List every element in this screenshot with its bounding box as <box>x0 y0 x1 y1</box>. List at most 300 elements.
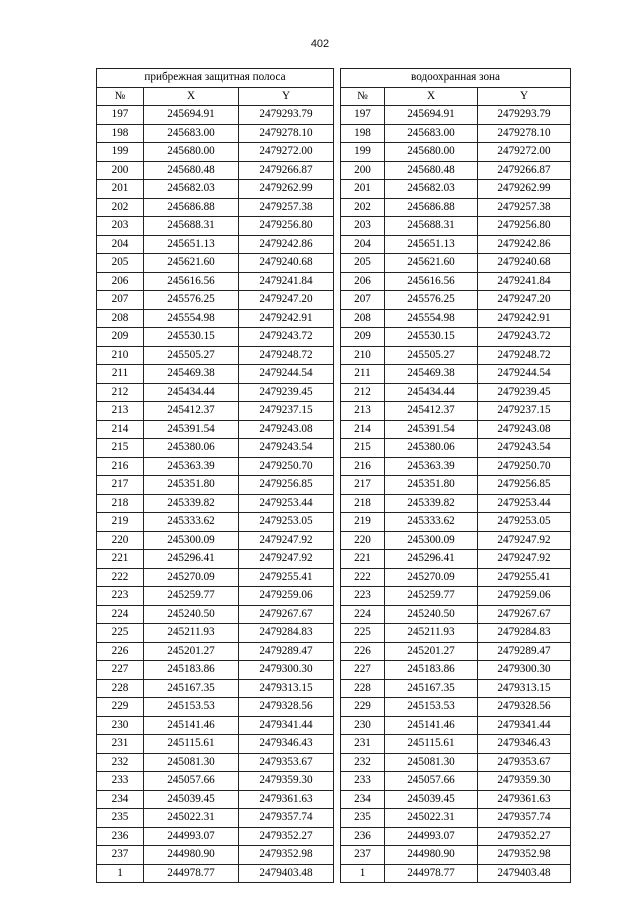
table-row <box>97 291 334 310</box>
point-number-cell: 226 <box>97 642 144 661</box>
point-number-cell: 218 <box>340 494 384 513</box>
table-row <box>97 161 334 180</box>
point-number-cell: 229 <box>97 698 144 717</box>
table-row <box>97 365 334 384</box>
x-cell: 245167.35 <box>144 679 239 698</box>
point-number-cell: 200 <box>340 161 384 180</box>
point-number-cell: 205 <box>340 254 384 273</box>
x-cell: 244978.77 <box>384 864 477 883</box>
point-number-cell: 197 <box>340 106 384 125</box>
table-row <box>97 457 334 476</box>
table-body <box>97 106 334 883</box>
x-cell: 245167.35 <box>384 679 477 698</box>
point-number-cell: 230 <box>340 716 384 735</box>
y-cell: 2479353.67 <box>239 753 334 772</box>
x-cell: 245153.53 <box>144 698 239 717</box>
point-number-cell: 234 <box>340 790 384 809</box>
table-row <box>97 346 334 365</box>
table-row <box>340 864 570 883</box>
table-row <box>97 864 334 883</box>
point-number-cell: 230 <box>97 716 144 735</box>
point-number-cell: 203 <box>340 217 384 236</box>
point-number-cell: 237 <box>97 846 144 865</box>
point-number-cell: 205 <box>97 254 144 273</box>
table-row <box>340 383 570 402</box>
table-row <box>97 439 334 458</box>
x-cell: 245141.46 <box>384 716 477 735</box>
y-cell: 2479240.68 <box>239 254 334 273</box>
table-row <box>340 716 570 735</box>
y-cell: 2479248.72 <box>477 346 570 365</box>
x-cell: 245115.61 <box>144 735 239 754</box>
table-row <box>340 550 570 569</box>
table-row <box>340 698 570 717</box>
table-row <box>97 309 334 328</box>
x-cell: 245351.80 <box>144 476 239 495</box>
x-cell: 245115.61 <box>384 735 477 754</box>
point-number-cell: 199 <box>340 143 384 162</box>
y-cell: 2479284.83 <box>239 624 334 643</box>
y-cell: 2479256.85 <box>239 476 334 495</box>
x-cell: 245039.45 <box>144 790 239 809</box>
point-number-cell: 1 <box>97 864 144 883</box>
table-row <box>97 679 334 698</box>
point-number-cell: 206 <box>97 272 144 291</box>
y-cell: 2479293.79 <box>477 106 570 125</box>
y-cell: 2479328.56 <box>477 698 570 717</box>
table-row <box>340 143 570 162</box>
table-row <box>97 661 334 680</box>
y-cell: 2479357.74 <box>239 809 334 828</box>
column-header-number: № <box>340 87 384 106</box>
y-cell: 2479244.54 <box>477 365 570 384</box>
x-cell: 245616.56 <box>384 272 477 291</box>
x-cell: 245259.77 <box>384 587 477 606</box>
x-cell: 245339.82 <box>384 494 477 513</box>
x-cell: 244978.77 <box>144 864 239 883</box>
y-cell: 2479353.67 <box>477 753 570 772</box>
x-cell: 245270.09 <box>144 568 239 587</box>
table-row <box>340 753 570 772</box>
table-row <box>97 180 334 199</box>
table-row <box>340 605 570 624</box>
x-cell: 245554.98 <box>384 309 477 328</box>
y-cell: 2479357.74 <box>477 809 570 828</box>
point-number-cell: 213 <box>97 402 144 421</box>
table-row <box>97 513 334 532</box>
y-cell: 2479257.38 <box>477 198 570 217</box>
table-row <box>340 346 570 365</box>
y-cell: 2479242.91 <box>239 309 334 328</box>
water-protection-zone-table <box>340 68 571 883</box>
x-cell: 245412.37 <box>144 402 239 421</box>
table-row <box>340 513 570 532</box>
y-cell: 2479241.84 <box>477 272 570 291</box>
table-row <box>97 772 334 791</box>
x-cell: 245530.15 <box>384 328 477 347</box>
y-cell: 2479255.41 <box>477 568 570 587</box>
table-row <box>97 272 334 291</box>
table-row <box>340 809 570 828</box>
x-cell: 245688.31 <box>384 217 477 236</box>
y-cell: 2479239.45 <box>239 383 334 402</box>
table-row <box>97 124 334 143</box>
point-number-cell: 225 <box>340 624 384 643</box>
point-number-cell: 201 <box>340 180 384 199</box>
x-cell: 245434.44 <box>384 383 477 402</box>
x-cell: 245686.88 <box>144 198 239 217</box>
y-cell: 2479243.54 <box>477 439 570 458</box>
table-row <box>97 642 334 661</box>
point-number-cell: 218 <box>97 494 144 513</box>
x-cell: 245391.54 <box>144 420 239 439</box>
table-row <box>97 143 334 162</box>
point-number-cell: 220 <box>97 531 144 550</box>
point-number-cell: 211 <box>97 365 144 384</box>
table-row <box>97 420 334 439</box>
y-cell: 2479253.44 <box>239 494 334 513</box>
y-cell: 2479243.54 <box>239 439 334 458</box>
x-cell: 245296.41 <box>144 550 239 569</box>
x-cell: 245183.86 <box>144 661 239 680</box>
point-number-cell: 217 <box>340 476 384 495</box>
y-cell: 2479247.92 <box>239 531 334 550</box>
y-cell: 2479359.30 <box>477 772 570 791</box>
point-number-cell: 214 <box>97 420 144 439</box>
table-row <box>340 735 570 754</box>
x-cell: 245682.03 <box>144 180 239 199</box>
table-row <box>97 753 334 772</box>
point-number-cell: 232 <box>340 753 384 772</box>
y-cell: 2479250.70 <box>477 457 570 476</box>
x-cell: 245505.27 <box>384 346 477 365</box>
x-cell: 245270.09 <box>384 568 477 587</box>
x-cell: 245505.27 <box>144 346 239 365</box>
table-row <box>340 679 570 698</box>
table-row <box>97 254 334 273</box>
y-cell: 2479257.38 <box>239 198 334 217</box>
y-cell: 2479239.45 <box>477 383 570 402</box>
table-row <box>97 328 334 347</box>
point-number-cell: 200 <box>97 161 144 180</box>
x-cell: 245333.62 <box>144 513 239 532</box>
table-row <box>97 790 334 809</box>
table-row <box>340 772 570 791</box>
table-row <box>340 568 570 587</box>
x-cell: 245391.54 <box>384 420 477 439</box>
x-cell: 244980.90 <box>144 846 239 865</box>
point-number-cell: 219 <box>97 513 144 532</box>
y-cell: 2479313.15 <box>477 679 570 698</box>
x-cell: 245616.56 <box>144 272 239 291</box>
x-cell: 245380.06 <box>384 439 477 458</box>
x-cell: 245434.44 <box>144 383 239 402</box>
point-number-cell: 198 <box>340 124 384 143</box>
table-row <box>340 124 570 143</box>
x-cell: 245183.86 <box>384 661 477 680</box>
table-row <box>97 605 334 624</box>
table-row <box>340 661 570 680</box>
point-number-cell: 204 <box>97 235 144 254</box>
x-cell: 245300.09 <box>384 531 477 550</box>
table-title: водоохранная зона <box>340 69 570 88</box>
table-row <box>97 494 334 513</box>
point-number-cell: 215 <box>97 439 144 458</box>
x-cell: 245683.00 <box>144 124 239 143</box>
point-number-cell: 202 <box>340 198 384 217</box>
point-number-cell: 201 <box>97 180 144 199</box>
x-cell: 245141.46 <box>144 716 239 735</box>
column-header-number: № <box>97 87 144 106</box>
x-cell: 245694.91 <box>144 106 239 125</box>
y-cell: 2479242.86 <box>239 235 334 254</box>
point-number-cell: 235 <box>340 809 384 828</box>
table-row <box>340 198 570 217</box>
point-number-cell: 219 <box>340 513 384 532</box>
y-cell: 2479293.79 <box>239 106 334 125</box>
x-cell: 245682.03 <box>384 180 477 199</box>
point-number-cell: 212 <box>97 383 144 402</box>
y-cell: 2479403.48 <box>239 864 334 883</box>
y-cell: 2479242.86 <box>477 235 570 254</box>
x-cell: 245576.25 <box>384 291 477 310</box>
point-number-cell: 216 <box>97 457 144 476</box>
point-number-cell: 202 <box>97 198 144 217</box>
table-row <box>97 476 334 495</box>
table-row <box>340 254 570 273</box>
x-cell: 244993.07 <box>384 827 477 846</box>
x-cell: 245259.77 <box>144 587 239 606</box>
point-number-cell: 225 <box>97 624 144 643</box>
table-row <box>97 846 334 865</box>
point-number-cell: 234 <box>97 790 144 809</box>
page-number: 402 <box>310 38 330 50</box>
y-cell: 2479352.27 <box>477 827 570 846</box>
y-cell: 2479266.87 <box>239 161 334 180</box>
point-number-cell: 197 <box>97 106 144 125</box>
table-title: прибрежная защитная полоса <box>97 69 334 88</box>
table-row <box>97 716 334 735</box>
point-number-cell: 227 <box>340 661 384 680</box>
point-number-cell: 221 <box>97 550 144 569</box>
table-row <box>97 827 334 846</box>
point-number-cell: 217 <box>97 476 144 495</box>
point-number-cell: 207 <box>97 291 144 310</box>
point-number-cell: 208 <box>97 309 144 328</box>
point-number-cell: 233 <box>340 772 384 791</box>
y-cell: 2479253.05 <box>477 513 570 532</box>
y-cell: 2479262.99 <box>239 180 334 199</box>
point-number-cell: 207 <box>340 291 384 310</box>
table-row <box>340 494 570 513</box>
point-number-cell: 204 <box>340 235 384 254</box>
point-number-cell: 231 <box>340 735 384 754</box>
y-cell: 2479300.30 <box>239 661 334 680</box>
y-cell: 2479272.00 <box>239 143 334 162</box>
y-cell: 2479242.91 <box>477 309 570 328</box>
point-number-cell: 223 <box>340 587 384 606</box>
point-number-cell: 235 <box>97 809 144 828</box>
point-number-cell: 227 <box>97 661 144 680</box>
point-number-cell: 226 <box>340 642 384 661</box>
point-number-cell: 203 <box>97 217 144 236</box>
y-cell: 2479259.06 <box>239 587 334 606</box>
x-cell: 245363.39 <box>384 457 477 476</box>
table-row <box>97 217 334 236</box>
y-cell: 2479266.87 <box>477 161 570 180</box>
y-cell: 2479361.63 <box>477 790 570 809</box>
y-cell: 2479237.15 <box>239 402 334 421</box>
y-cell: 2479300.30 <box>477 661 570 680</box>
point-number-cell: 198 <box>97 124 144 143</box>
x-cell: 245469.38 <box>384 365 477 384</box>
y-cell: 2479359.30 <box>239 772 334 791</box>
table-row <box>97 531 334 550</box>
table-row <box>340 642 570 661</box>
x-cell: 245469.38 <box>144 365 239 384</box>
y-cell: 2479253.05 <box>239 513 334 532</box>
table-row <box>97 809 334 828</box>
table-row <box>340 309 570 328</box>
y-cell: 2479272.00 <box>477 143 570 162</box>
y-cell: 2479341.44 <box>477 716 570 735</box>
x-cell: 245081.30 <box>144 753 239 772</box>
x-cell: 245380.06 <box>144 439 239 458</box>
y-cell: 2479352.98 <box>477 846 570 865</box>
x-cell: 245680.48 <box>384 161 477 180</box>
y-cell: 2479289.47 <box>477 642 570 661</box>
point-number-cell: 228 <box>340 679 384 698</box>
table-row <box>340 217 570 236</box>
point-number-cell: 236 <box>97 827 144 846</box>
x-cell: 245153.53 <box>384 698 477 717</box>
y-cell: 2479352.98 <box>239 846 334 865</box>
y-cell: 2479247.92 <box>477 531 570 550</box>
table-row <box>340 420 570 439</box>
point-number-cell: 231 <box>97 735 144 754</box>
x-cell: 245333.62 <box>384 513 477 532</box>
table-row <box>97 198 334 217</box>
y-cell: 2479346.43 <box>239 735 334 754</box>
x-cell: 245057.66 <box>144 772 239 791</box>
y-cell: 2479284.83 <box>477 624 570 643</box>
x-cell: 244993.07 <box>144 827 239 846</box>
y-cell: 2479255.41 <box>239 568 334 587</box>
y-cell: 2479250.70 <box>239 457 334 476</box>
point-number-cell: 209 <box>97 328 144 347</box>
coastal-protective-strip-table <box>96 68 334 883</box>
point-number-cell: 224 <box>340 605 384 624</box>
y-cell: 2479352.27 <box>239 827 334 846</box>
coordinate-tables <box>96 68 571 883</box>
y-cell: 2479267.67 <box>239 605 334 624</box>
point-number-cell: 237 <box>340 846 384 865</box>
y-cell: 2479341.44 <box>239 716 334 735</box>
point-number-cell: 222 <box>340 568 384 587</box>
table-body <box>340 106 570 883</box>
point-number-cell: 223 <box>97 587 144 606</box>
column-header-x: X <box>384 87 477 106</box>
table-row <box>340 180 570 199</box>
x-cell: 245039.45 <box>384 790 477 809</box>
y-cell: 2479346.43 <box>477 735 570 754</box>
point-number-cell: 228 <box>97 679 144 698</box>
x-cell: 245240.50 <box>144 605 239 624</box>
x-cell: 245651.13 <box>384 235 477 254</box>
point-number-cell: 220 <box>340 531 384 550</box>
x-cell: 245554.98 <box>144 309 239 328</box>
table-row <box>340 624 570 643</box>
point-number-cell: 222 <box>97 568 144 587</box>
point-number-cell: 233 <box>97 772 144 791</box>
table-row <box>97 735 334 754</box>
table-row <box>340 476 570 495</box>
x-cell: 245694.91 <box>384 106 477 125</box>
table-row <box>340 365 570 384</box>
table-row <box>97 383 334 402</box>
x-cell: 245688.31 <box>144 217 239 236</box>
x-cell: 245412.37 <box>384 402 477 421</box>
point-number-cell: 211 <box>340 365 384 384</box>
y-cell: 2479278.10 <box>477 124 570 143</box>
column-header-y: Y <box>477 87 570 106</box>
table-row <box>97 587 334 606</box>
x-cell: 245680.00 <box>144 143 239 162</box>
table-row <box>97 106 334 125</box>
x-cell: 245686.88 <box>384 198 477 217</box>
table-row <box>97 235 334 254</box>
table-row <box>340 291 570 310</box>
x-cell: 245240.50 <box>384 605 477 624</box>
point-number-cell: 236 <box>340 827 384 846</box>
point-number-cell: 216 <box>340 457 384 476</box>
point-number-cell: 212 <box>340 383 384 402</box>
x-cell: 245057.66 <box>384 772 477 791</box>
table-row <box>340 531 570 550</box>
y-cell: 2479256.80 <box>477 217 570 236</box>
point-number-cell: 210 <box>97 346 144 365</box>
y-cell: 2479243.72 <box>239 328 334 347</box>
x-cell: 244980.90 <box>384 846 477 865</box>
table-row <box>340 439 570 458</box>
x-cell: 245621.60 <box>144 254 239 273</box>
table-row <box>340 161 570 180</box>
point-number-cell: 213 <box>340 402 384 421</box>
column-header-y: Y <box>239 87 334 106</box>
point-number-cell: 232 <box>97 753 144 772</box>
x-cell: 245022.31 <box>144 809 239 828</box>
x-cell: 245211.93 <box>144 624 239 643</box>
y-cell: 2479237.15 <box>477 402 570 421</box>
x-cell: 245351.80 <box>384 476 477 495</box>
point-number-cell: 199 <box>97 143 144 162</box>
y-cell: 2479241.84 <box>239 272 334 291</box>
table-row <box>97 550 334 569</box>
table-row <box>97 624 334 643</box>
y-cell: 2479253.44 <box>477 494 570 513</box>
point-number-cell: 229 <box>340 698 384 717</box>
y-cell: 2479328.56 <box>239 698 334 717</box>
table-row <box>340 587 570 606</box>
point-number-cell: 210 <box>340 346 384 365</box>
table-row <box>340 790 570 809</box>
point-number-cell: 209 <box>340 328 384 347</box>
point-number-cell: 215 <box>340 439 384 458</box>
y-cell: 2479248.72 <box>239 346 334 365</box>
y-cell: 2479247.92 <box>239 550 334 569</box>
x-cell: 245576.25 <box>144 291 239 310</box>
x-cell: 245296.41 <box>384 550 477 569</box>
